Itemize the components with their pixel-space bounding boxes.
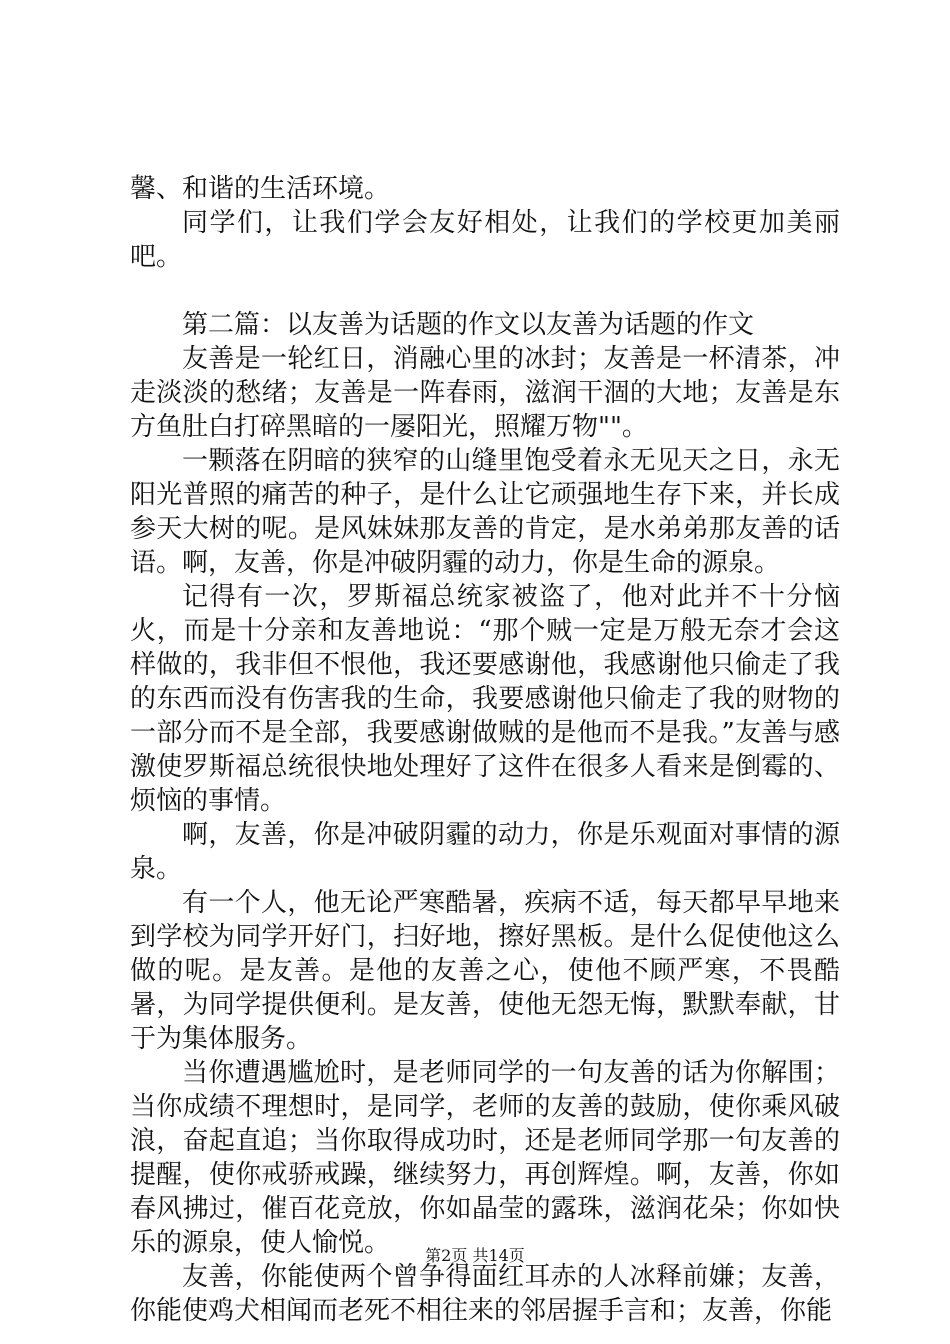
section-heading: 第二篇：以友善为话题的作文以友善为话题的作文	[182, 310, 755, 340]
paragraph-closing: 同学们，让我们学会友好相处，让我们的学校更加美丽吧。	[130, 208, 840, 272]
paragraph-continuation: 馨、和谐的生活环境。	[130, 174, 391, 204]
paragraph: 记得有一次，罗斯福总统家被盗了，他对此并不十分恼火，而是十分亲和友善地说：“那个贼一定是万般无奈才会这样做的，我非但不恨他，我还要感谢他，我感谢他只偷走了我的东西而没有伤害我的生命，我要感谢他只偷走了我的财物的一部分而不是全部，我要感谢做贼的是他而不是我。”友善与感激使罗斯福总统很快地处理好了这件在很多人看来是倒霉的、烦恼的事情。	[130, 582, 840, 816]
document-body	[130, 172, 840, 1328]
paragraph: 友善，你能使两个曾争得面红耳赤的人冰释前嫌；友善，你能使鸡犬相闻而老死不相往来的邻居握手言和；友善，你能	[130, 1262, 840, 1326]
paragraph: 啊，友善，你是冲破阴霾的动力，你是乐观面对事情的源泉。	[130, 820, 840, 884]
paragraph: 有一个人，他无论严寒酷暑，疾病不适，每天都早早地来到学校为同学开好门，扫好地，擦好黑板。是什么促使他这么做的呢。是友善。是他的友善之心，使他不顾严寒，不畏酷暑，为同学提供便利。是友善，使他无怨无悔，默默奉献，甘于为集体服务。	[130, 888, 840, 1054]
page-number-footer: 第2页 共14页	[425, 1246, 525, 1265]
paragraph: 当你遭遇尴尬时，是老师同学的一句友善的话为你解围；当你成绩不理想时，是同学，老师的友善的鼓励，使你乘风破浪，奋起直追；当你取得成功时，还是老师同学那一句友善的提醒，使你戒骄戒躁，继续努力，再创辉煌。啊，友善，你如春风拂过，催百花竞放，你如晶莹的露珠，滋润花朵；你如快乐的源泉，使人愉悦。	[130, 1058, 840, 1258]
paragraph: 友善是一轮红日，消融心里的冰封；友善是一杯清茶，冲走淡淡的愁绪；友善是一阵春雨，滋润干涸的大地；友善是东方鱼肚白打碎黑暗的一屡阳光，照耀万物""。	[130, 344, 840, 442]
paragraph: 一颗落在阴暗的狭窄的山缝里饱受着永无见天之日，永无阳光普照的痛苦的种子，是什么让它顽强地生存下来，并长成参天大树的呢。是风妹妹那友善的肯定，是水弟弟那友善的话语。啊，友善，你是冲破阴霾的动力，你是生命的源泉。	[130, 446, 840, 578]
